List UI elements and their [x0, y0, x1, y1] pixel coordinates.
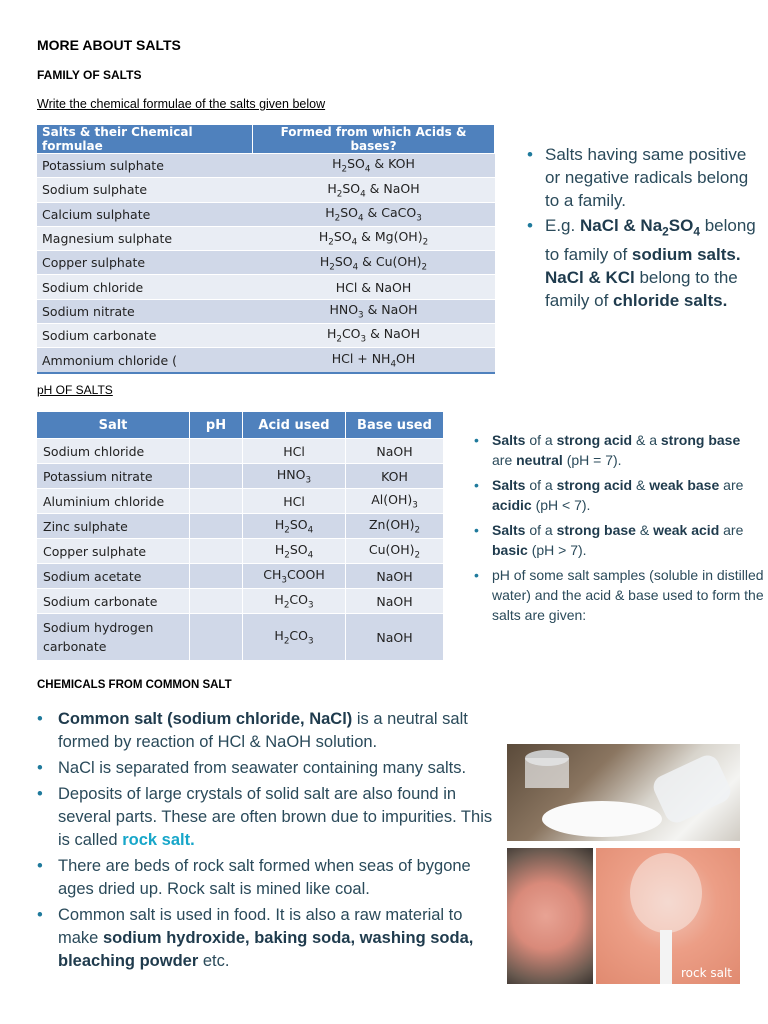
ph-cell[interactable]	[190, 539, 243, 564]
salt-name: Magnesium sulphate	[37, 226, 253, 250]
base-cell: $Al(OH)_3$	[346, 489, 444, 514]
table-row	[37, 439, 444, 464]
acid-cell: $CH_3COOH$	[243, 564, 346, 589]
acid-cell: HCl	[243, 439, 346, 464]
ph-bullets	[474, 430, 764, 630]
formed-from: $H_2SO_4$ & CaCO$_3$	[253, 202, 495, 226]
salt-name: Potassium sulphate	[37, 154, 253, 178]
list-item: • There are beds of rock salt formed when seas of bygone ages dried up. Rock salt is mined like coal.	[37, 855, 507, 901]
base-cell: $Cu(OH)_2$	[346, 539, 444, 564]
table-header: Salt	[37, 412, 190, 439]
salt-name: Copper sulphate	[37, 251, 253, 275]
ph-cell[interactable]	[190, 489, 243, 514]
formed-from: $H_2CO_3$ & NaOH	[253, 324, 495, 348]
table-row	[37, 251, 495, 275]
table-row	[37, 154, 495, 178]
table-row	[37, 589, 444, 614]
salt-name: Sodium sulphate	[37, 178, 253, 202]
acid-cell: $H_2CO_3$	[243, 614, 346, 661]
table-header: pH	[190, 412, 243, 439]
ph-cell[interactable]	[190, 464, 243, 489]
salt-name: Sodium acetate	[37, 564, 190, 589]
formed-from: $H_2SO_4$ & $Cu(OH)_2$	[253, 251, 495, 275]
salt-name: Aluminium chloride	[37, 489, 190, 514]
base-cell: NaOH	[346, 589, 444, 614]
list-item: • Salts of a strong acid & weak base are acidic (pH < 7).	[474, 475, 764, 515]
table-row	[37, 324, 495, 348]
family-bullets	[527, 143, 757, 314]
formed-from: HCl & NaOH	[253, 275, 495, 299]
list-item: • Common salt (sodium chloride, NaCl) is a neutral salt formed by reaction of HCl & NaOH solution.	[37, 708, 507, 754]
ph-cell[interactable]	[190, 514, 243, 539]
list-item: • Deposits of large crystals of solid salt are also found in several parts. These are often brown due to impurities. This is called rock salt.	[37, 783, 507, 852]
list-item: • Common salt is used in food. It is also a raw material to make sodium hydroxide, baking soda, washing soda, bleaching powder etc.	[37, 904, 507, 973]
base-cell: $Zn(OH)_2$	[346, 514, 444, 539]
acid-cell: HCl	[243, 489, 346, 514]
rock-salt-spoon-photo	[596, 848, 740, 984]
acid-cell: $H_2CO_3$	[243, 589, 346, 614]
salt-name: Sodium nitrate	[37, 299, 253, 323]
salt-name: Sodium carbonate	[37, 324, 253, 348]
base-cell: KOH	[346, 464, 444, 489]
table-row	[37, 489, 444, 514]
table-row	[37, 226, 495, 250]
table-row	[37, 178, 495, 202]
salt-name: Sodium carbonate	[37, 589, 190, 614]
base-cell: NaOH	[346, 564, 444, 589]
salt-shaker-photo	[507, 744, 740, 841]
table-row	[37, 348, 495, 373]
acid-cell: $H_2SO_4$	[243, 514, 346, 539]
photo-caption: rock salt	[680, 966, 732, 980]
ph-cell[interactable]	[190, 564, 243, 589]
page-title: MORE ABOUT SALTS	[37, 37, 181, 53]
base-cell: NaOH	[346, 614, 444, 661]
formed-from: $H_2SO_4$ & KOH	[253, 154, 495, 178]
ph-cell[interactable]	[190, 614, 243, 661]
family-table	[37, 125, 495, 374]
table-header: Base used	[346, 412, 444, 439]
formed-from: $H_2SO_4$ & NaOH	[253, 178, 495, 202]
common-salt-heading: CHEMICALS FROM COMMON SALT	[37, 679, 232, 691]
table-row	[37, 202, 495, 226]
table-row	[37, 539, 444, 564]
salt-name: Calcium sulphate	[37, 202, 253, 226]
ph-cell[interactable]	[190, 439, 243, 464]
table-header: Salts & their Chemical formulae	[37, 125, 253, 154]
formed-from: $H_2SO_4$ & $Mg(OH)_2$	[253, 226, 495, 250]
salt-name: Potassium nitrate	[37, 464, 190, 489]
salt-name: Sodium chloride	[37, 275, 253, 299]
ph-heading: pH OF SALTS	[37, 383, 113, 397]
family-instruction: Write the chemical formulae of the salts given below	[37, 97, 326, 111]
ph-cell[interactable]	[190, 589, 243, 614]
salt-name: Sodium chloride	[37, 439, 190, 464]
list-item: • Salts having same positive or negative radicals belong to a family.	[527, 143, 757, 212]
acid-cell: $H_2SO_4$	[243, 539, 346, 564]
list-item: • NaCl is separated from seawater containing many salts.	[37, 757, 507, 780]
formed-from: HCl + $NH_4OH$	[253, 348, 495, 373]
list-item: • pH of some salt samples (soluble in distilled water) and the acid & base used to form the salts are given:	[474, 565, 764, 625]
acid-cell: $HNO_3$	[243, 464, 346, 489]
list-item: • Salts of a strong acid & a strong base are neutral (pH = 7).	[474, 430, 764, 470]
base-cell: NaOH	[346, 439, 444, 464]
ph-table	[37, 412, 444, 660]
table-row	[37, 564, 444, 589]
salt-name: Copper sulphate	[37, 539, 190, 564]
formed-from: $HNO_3$ & NaOH	[253, 299, 495, 323]
salt-name: Sodium hydrogen carbonate	[37, 614, 190, 661]
table-row	[37, 464, 444, 489]
list-item: • Salts of a strong base & weak acid are basic (pH > 7).	[474, 520, 764, 560]
table-row	[37, 614, 444, 661]
salt-name: Ammonium chloride (	[37, 348, 253, 373]
salt-name: Zinc sulphate	[37, 514, 190, 539]
table-row	[37, 299, 495, 323]
family-heading: FAMILY OF SALTS	[37, 68, 142, 82]
table-header: Acid used	[243, 412, 346, 439]
common-salt-bullets	[37, 708, 507, 976]
rock-salt-chunk-photo	[507, 848, 593, 984]
list-item: • E.g. NaCl & $Na_2SO_4$ belong to family of sodium salts. NaCl & KCl belong to the family of chloride salts.	[527, 214, 757, 312]
table-header: Formed from which Acids & bases?	[253, 125, 495, 154]
table-row	[37, 514, 444, 539]
table-row	[37, 275, 495, 299]
